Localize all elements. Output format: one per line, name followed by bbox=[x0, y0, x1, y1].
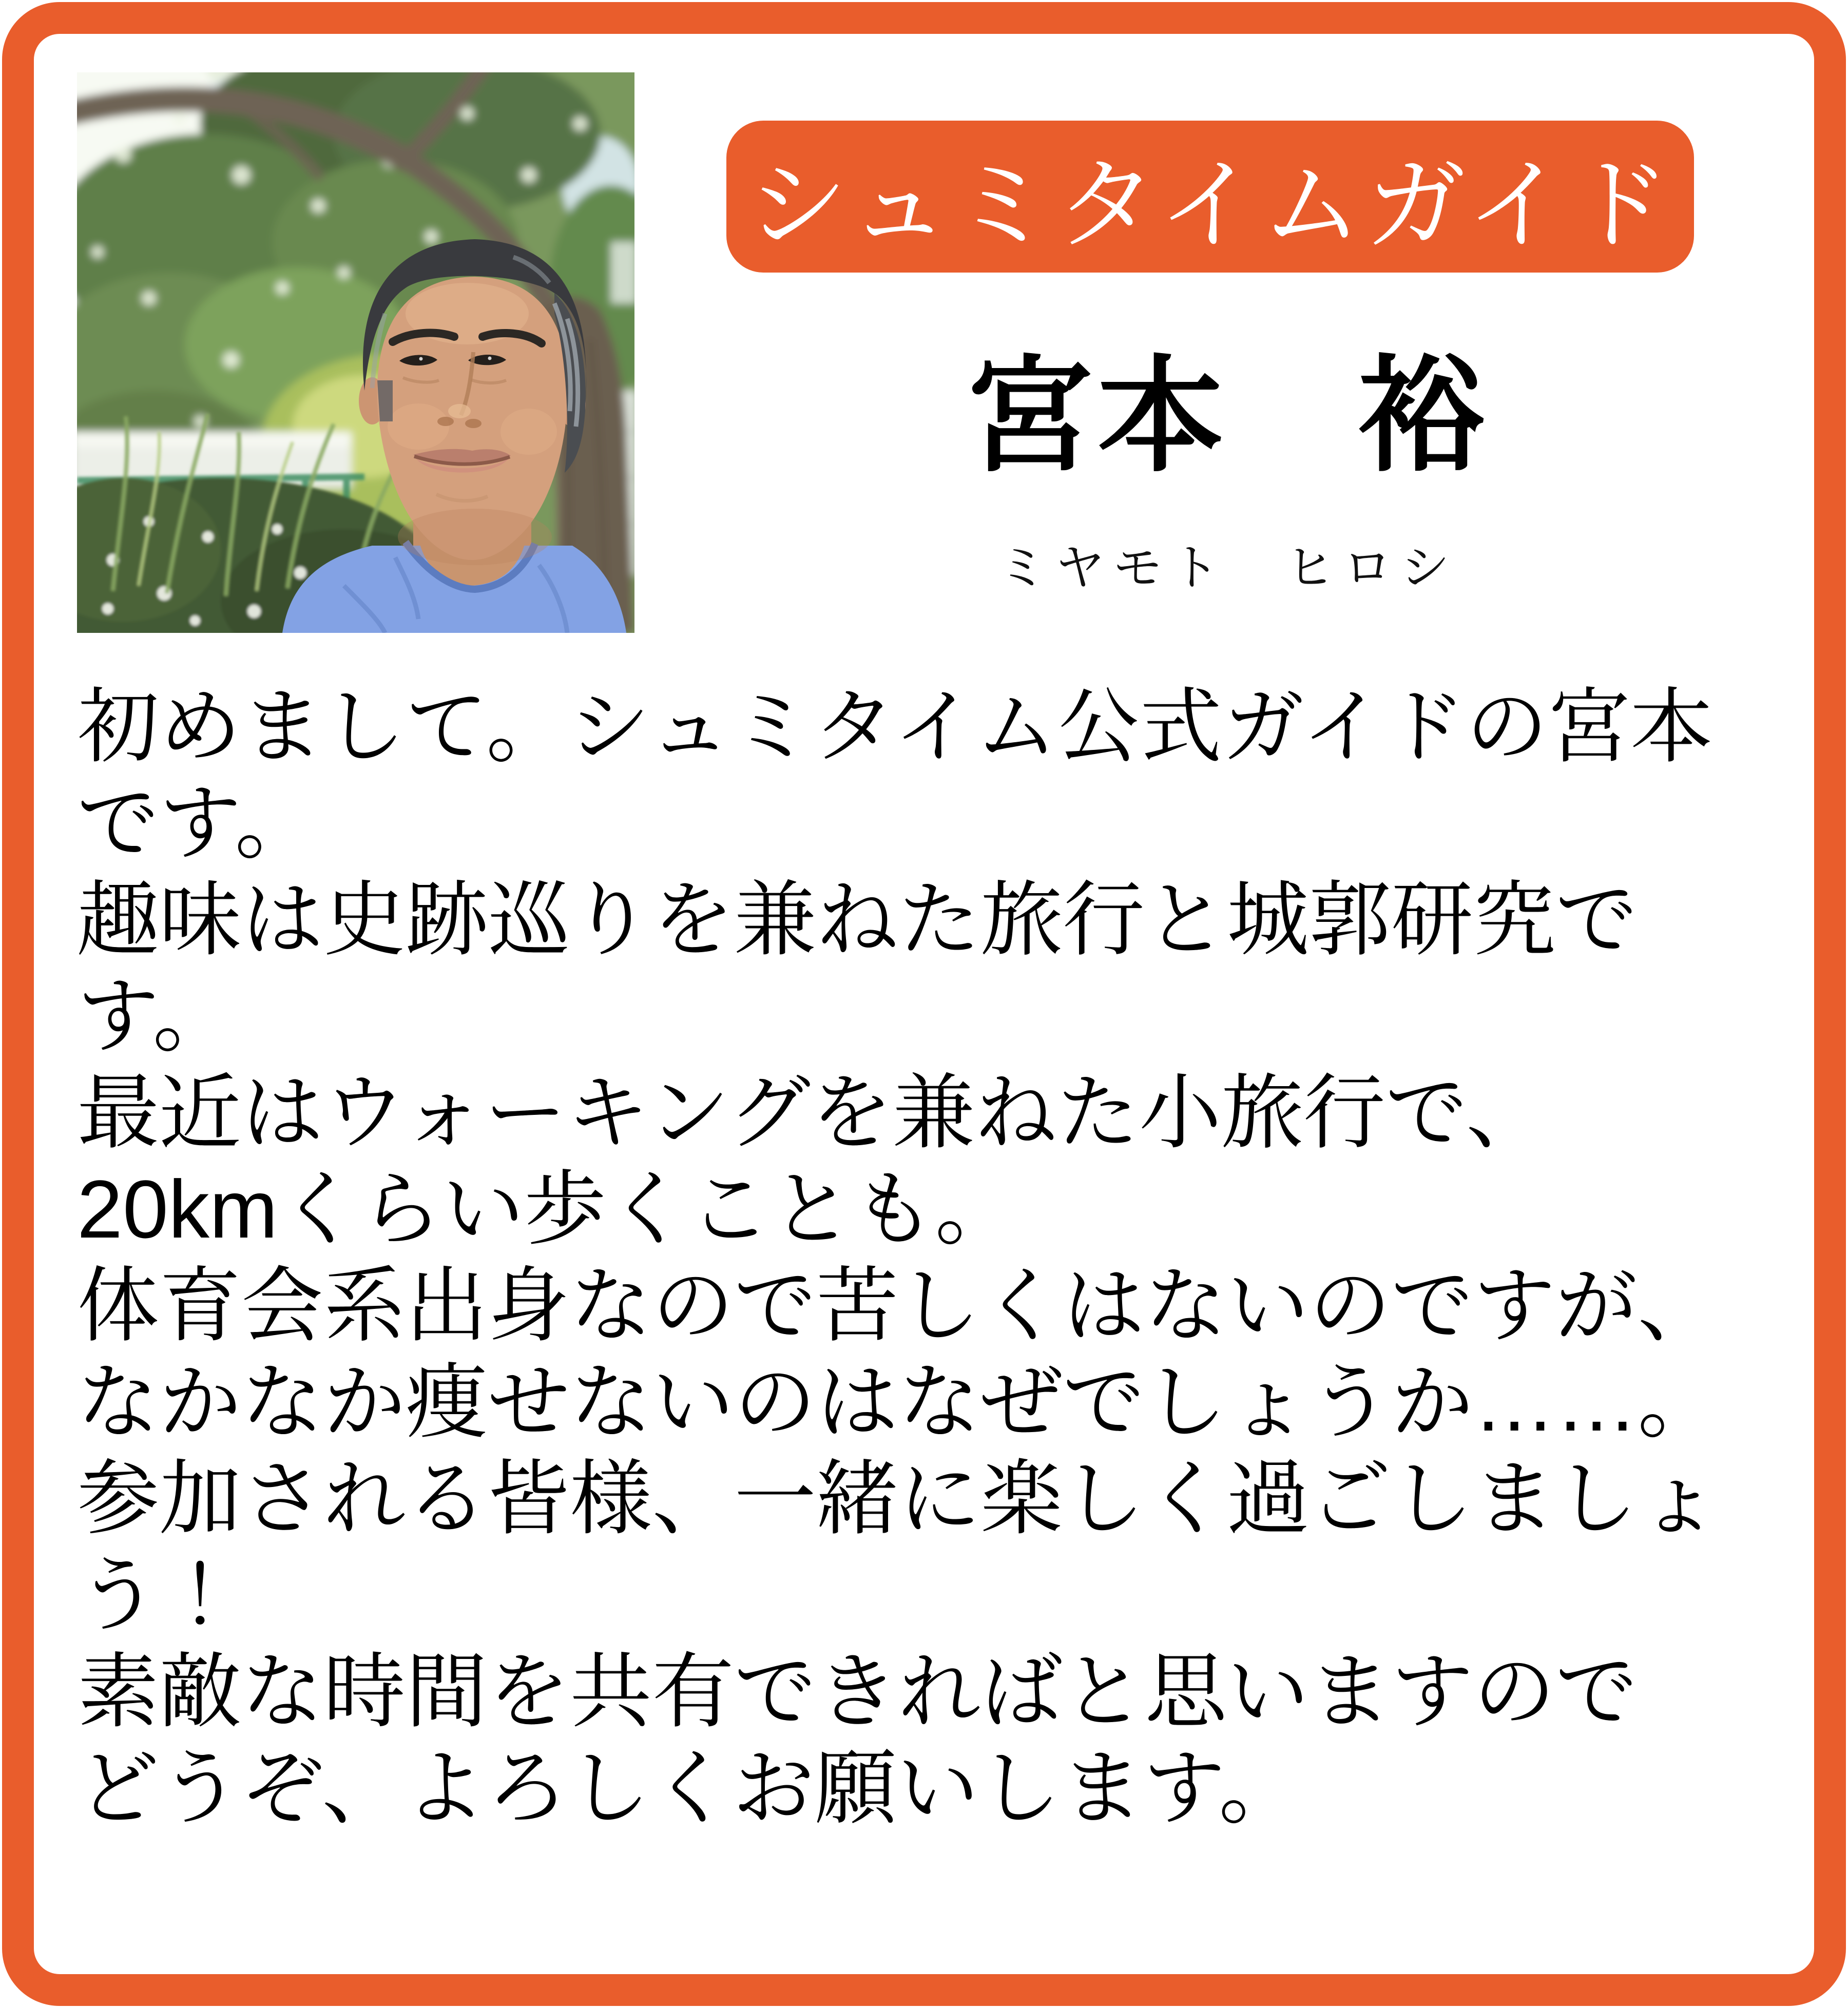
guide-name: 宮本 裕 bbox=[967, 346, 1489, 486]
bio-line: 素敵な時間を共有できればと思いますので bbox=[77, 1646, 1638, 1737]
guide-bio bbox=[77, 679, 1786, 1837]
bio-line: 初めまして。シュミタイム公式ガイドの宮本 bbox=[77, 681, 1712, 773]
bio-line: 最近はウォーキングを兼ねた小旅行で、 bbox=[77, 1067, 1548, 1159]
bio-line: なかなか痩せないのはなぜでしょうか……。 bbox=[77, 1356, 1720, 1448]
bio-line: 体育会系出身なので苦しくはないのですが、 bbox=[77, 1260, 1720, 1351]
bio-line: う！ bbox=[77, 1549, 242, 1641]
guide-photo bbox=[77, 72, 634, 633]
bio-line: どうぞ、よろしくお願いします。 bbox=[77, 1742, 1301, 1834]
bio-line: 20kmくらい歩くことも。 bbox=[77, 1163, 1017, 1255]
bio-line: です。 bbox=[77, 777, 317, 869]
guide-type-badge bbox=[726, 121, 1694, 273]
bio-line: 参加される皆様、一緒に楽しく過ごしましょ bbox=[77, 1453, 1720, 1544]
guide-photo-scene bbox=[77, 72, 634, 633]
bio-line: す。 bbox=[77, 970, 235, 1062]
guide-name-kana: ミヤモト ヒロシ bbox=[998, 540, 1458, 595]
badge-label: シュミタイムガイド bbox=[747, 149, 1673, 261]
bio-line: 趣味は史跡巡りを兼ねた旅行と城郭研究で bbox=[77, 874, 1638, 966]
